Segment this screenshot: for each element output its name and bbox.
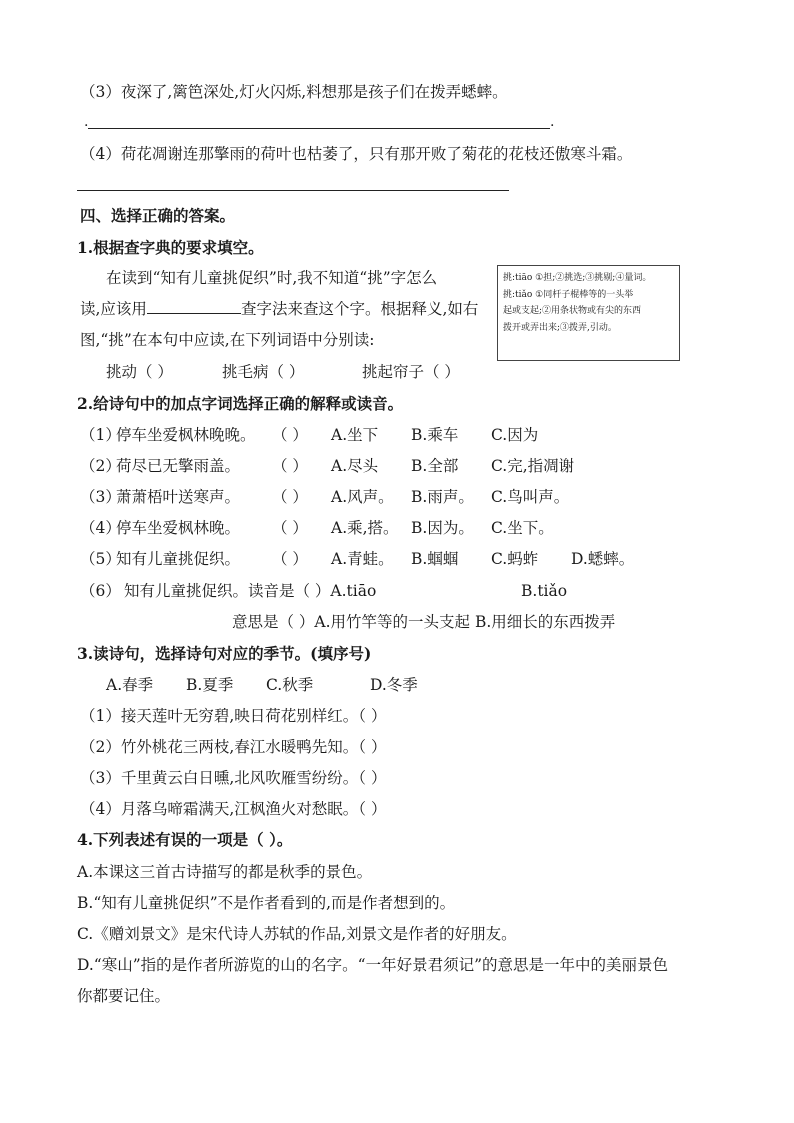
q1-title: 1.根据查字典的要求填空。	[77, 238, 264, 257]
q2-option-a[interactable]: A.尽头	[331, 457, 379, 475]
q3-item-4[interactable]: （4）月落乌啼霜满天,江枫渔火对愁眠。（ ）	[80, 800, 387, 818]
season-option-d: D.冬季	[370, 676, 418, 694]
q2-row6-reading[interactable]: 知有儿童挑促织。读音是（ ）A.tiāo	[124, 582, 377, 600]
q4-option-a[interactable]: A.本课这三首古诗描写的都是秋季的景色。	[77, 863, 373, 881]
q2-option-a[interactable]: A.青蛙。	[331, 550, 394, 568]
q2-option-b[interactable]: B.全部	[411, 457, 459, 475]
q2-row6-option-b[interactable]: B.tiǎo	[521, 582, 568, 600]
q2-answer-paren[interactable]: （ ）	[272, 426, 308, 444]
answer-dot-end: .	[550, 114, 555, 130]
q2-row-text: 萧萧梧叶送寒声。	[116, 488, 241, 506]
q2-option-b[interactable]: B.蝈蝈	[411, 550, 459, 568]
q3-title: 3.读诗句，选择诗句对应的季节。(填序号)	[77, 644, 372, 663]
q2-row6-meaning[interactable]: 意思是（ ）A.用竹竿等的一头支起 B.用细长的东西拨弄	[232, 613, 616, 631]
q2-option-b[interactable]: B.乘车	[411, 426, 459, 444]
q1-word-3[interactable]: 挑起帘子（ ）	[362, 363, 460, 381]
q2-row-num: （6）	[80, 582, 121, 600]
q2-row-text: 知有儿童挑促织。	[116, 550, 241, 568]
q2-option-c[interactable]: C.蚂蚱	[491, 550, 539, 568]
q2-answer-paren[interactable]: （ ）	[272, 488, 308, 506]
q2-row-num: （1）	[80, 426, 121, 444]
q1-word-2[interactable]: 挑毛病（ ）	[222, 363, 305, 381]
q4-option-d[interactable]: D.“寒山”指的是作者所游览的山的名字。“一年好景君须记”的意思是一年中的美丽景色	[77, 956, 669, 974]
q2-row-num: （2）	[80, 457, 121, 475]
q2-title: 2.给诗句中的加点字词选择正确的解释或读音。	[77, 394, 404, 413]
q4-title: 4.下列表述有误的一项是（ ）。	[77, 830, 293, 849]
q3-item-3[interactable]: （3）千里黄云白日曛,北风吹雁雪纷纷。（ ）	[80, 769, 387, 787]
q2-answer-paren[interactable]: （ ）	[272, 550, 308, 568]
q2-option-a[interactable]: A.风声。	[331, 488, 394, 506]
dict-line-2: 挑:tiǎo ①同杆子棍棒等的一头举	[503, 289, 634, 300]
q2-row-text: 停车坐爱枫林晚。	[116, 519, 241, 537]
section-heading: 四、选择正确的答案。	[80, 206, 236, 225]
q2-answer-paren[interactable]: （ ）	[272, 457, 308, 475]
q2-option-c[interactable]: C.因为	[491, 426, 539, 444]
q1-paragraph-line2-a: 读,应该用	[80, 300, 147, 318]
lookup-method-blank[interactable]	[147, 299, 241, 314]
q2-option-a[interactable]: A.坐下	[331, 426, 379, 444]
season-option-a: A.春季	[106, 676, 154, 694]
q2-option-b[interactable]: B.因为。	[411, 519, 474, 537]
q3-item-2[interactable]: （2）竹外桃花三两枝,春江水暖鸭先知。（ ）	[80, 738, 387, 756]
q2-option-c[interactable]: C.鸟叫声。	[491, 488, 570, 506]
q2-option-d[interactable]: D.蟋蟀。	[571, 550, 635, 568]
dictionary-entry-box	[497, 265, 680, 361]
q1-paragraph-line3: 图,“挑”在本句中应读,在下列词语中分别读:	[80, 331, 375, 349]
q1-word-1[interactable]: 挑动（ ）	[106, 363, 173, 381]
q3-item-1[interactable]: （1）接天莲叶无穷碧,映日荷花别样红。（ ）	[80, 707, 387, 725]
sentence-item-3: （3）夜深了,篱笆深处,灯火闪烁,料想那是孩子们在拨弄蟋蟀。	[80, 83, 508, 101]
q2-row-text: 停车坐爱枫林晚晚。	[116, 426, 256, 444]
q1-paragraph-line2	[80, 299, 478, 319]
q2-option-c[interactable]: C.坐下。	[491, 519, 554, 537]
q2-option-c[interactable]: C.完,指凋谢	[491, 457, 575, 475]
dict-line-1: 挑:tiāo ①担;②挑选;③挑剔;④量词。	[503, 273, 652, 283]
q1-paragraph-line2-b: 查字法来查这个字。根据释义,如右	[240, 300, 479, 318]
q4-option-c[interactable]: C.《赠刘景文》是宋代诗人苏轼的作品,刘景文是作者的好朋友。	[77, 925, 517, 943]
answer-line-4[interactable]	[77, 190, 509, 191]
q2-row-text: 荷尽已无擎雨盖。	[116, 457, 241, 475]
sentence-item-4: （4）荷花凋谢连那擎雨的荷叶也枯萎了，只有那开败了菊花的花枝还傲寒斗霜。	[80, 145, 633, 163]
season-option-c: C.秋季	[266, 676, 314, 694]
season-option-b: B.夏季	[186, 676, 234, 694]
q2-answer-paren[interactable]: （ ）	[272, 519, 308, 537]
q2-row-num: （3）	[80, 488, 121, 506]
dict-line-4: 拨开或弄出来;③拨弄,引动。	[503, 322, 617, 333]
q2-option-a[interactable]: A.乘,搭。	[331, 519, 399, 537]
q2-row-num: （4）	[80, 519, 121, 537]
q4-option-d-continued: 你都要记住。	[77, 987, 171, 1005]
answer-line-3[interactable]	[88, 128, 550, 129]
q1-paragraph-line1: 在读到“知有儿童挑促织”时,我不知道“挑”字怎么	[106, 269, 438, 287]
q4-option-b[interactable]: B.“知有儿童挑促织”不是作者看到的,而是作者想到的。	[77, 894, 456, 912]
answer-dot-start: .	[84, 114, 89, 130]
q2-option-b[interactable]: B.雨声。	[411, 488, 474, 506]
q2-row-num: （5）	[80, 550, 121, 568]
dict-line-3: 起或支起;②用条状物或有尖的东西	[503, 306, 642, 316]
